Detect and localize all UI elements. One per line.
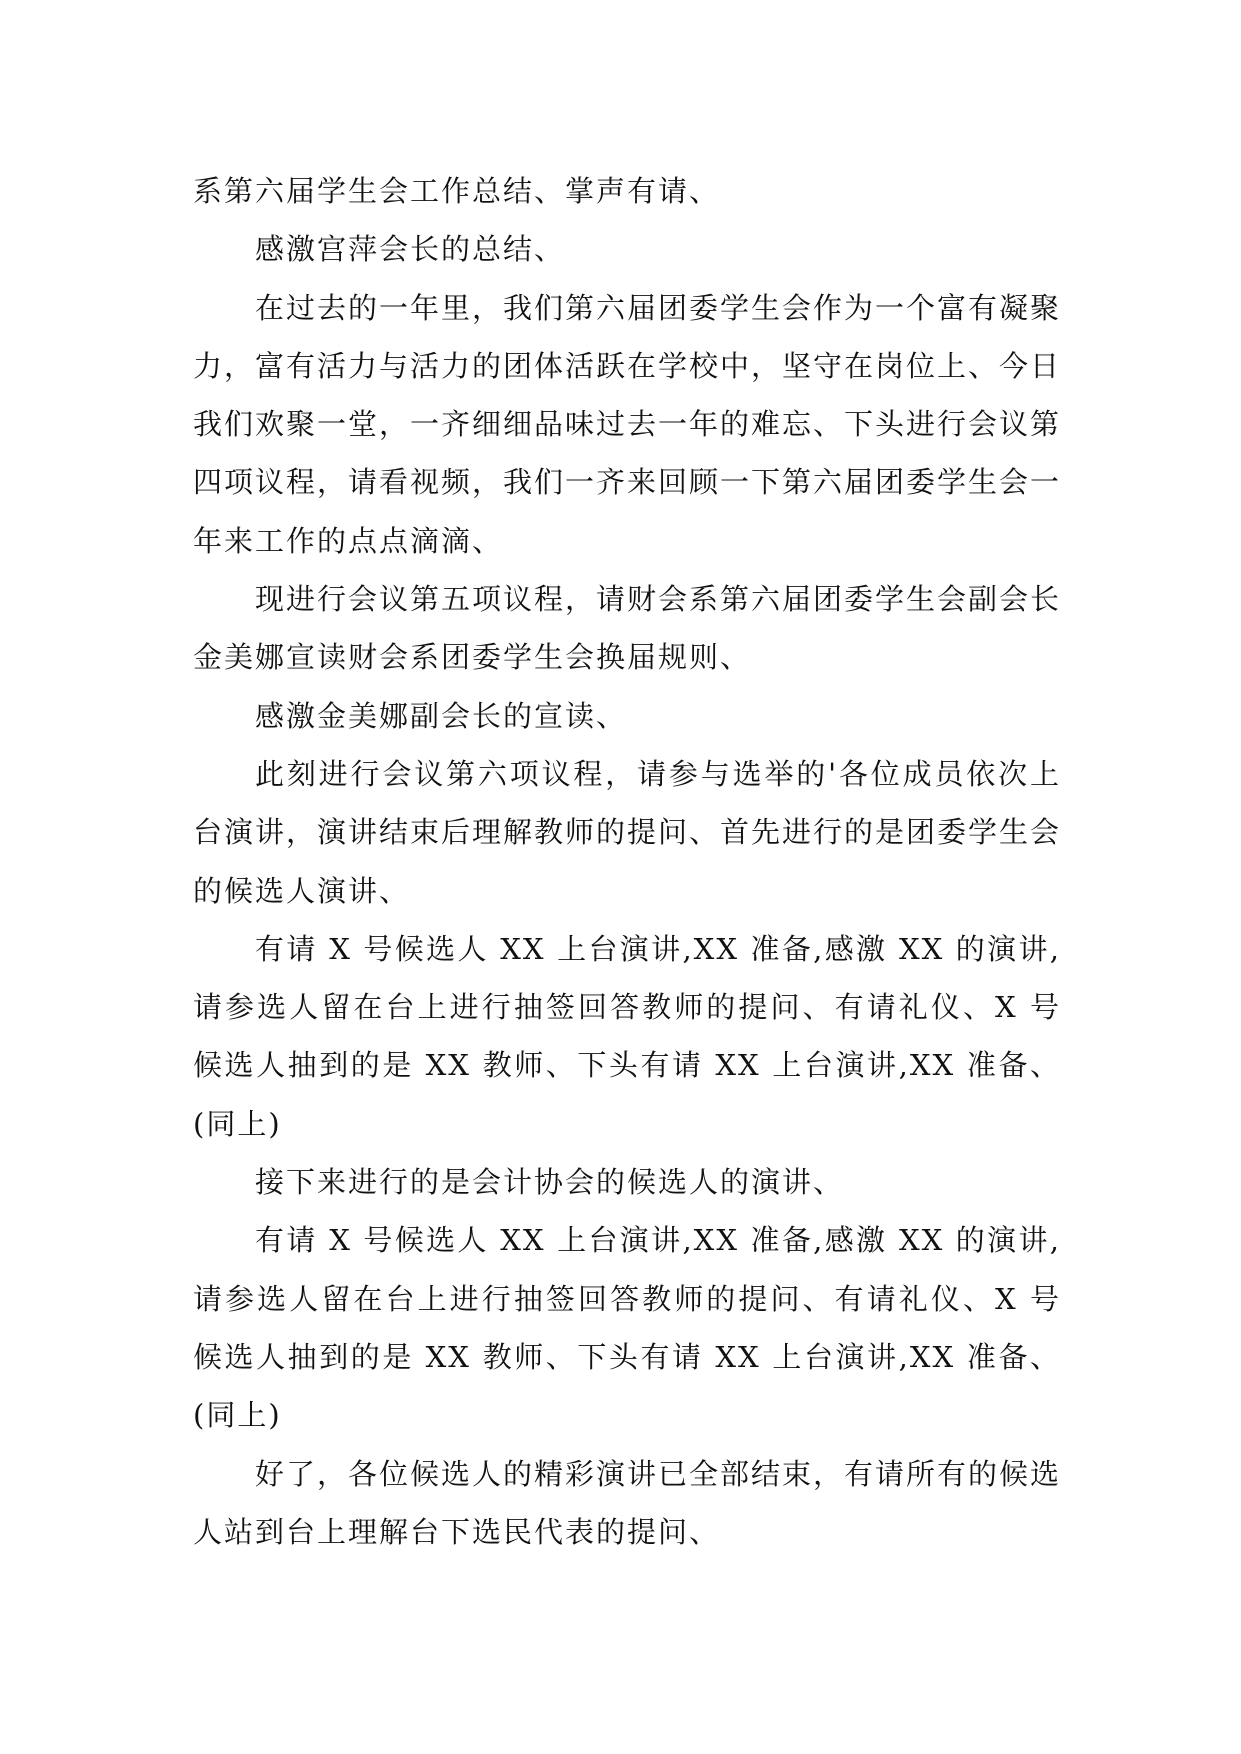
paragraph: 此刻进行会议第六项议程，请参与选举的'各位成员依次上台演讲，演讲结束后理解教师的提问、首先进行的是团委学生会的候选人演讲、 — [193, 756, 1062, 908]
paragraph: 现进行会议第五项议程，请财会系第六届团委学生会副会长金美娜宣读财会系团委学生会换届规则、 — [193, 582, 1062, 675]
paragraph: 接下来进行的是会计协会的候选人的演讲、 — [255, 1165, 845, 1200]
paragraph: 好了，各位候选人的精彩演讲已全部结束，有请所有的候选人站到台上理解台下选民代表的提问、 — [193, 1456, 1062, 1549]
document-body — [193, 162, 1061, 1561]
paragraph: 有请 X 号候选人 XX 上台演讲,XX 准备,感激 XX 的演讲,请参选人留在台上进行抽签回答教师的提问、有请礼仪、X 号候选人抽到的是 XX 教师、下头有请 XX 上台演讲,XX 准备、(同上) — [193, 931, 1061, 1141]
paragraph: 在过去的一年里，我们第六届团委学生会作为一个富有凝聚力，富有活力与活力的团体活跃在学校中，坚守在岗位上、今日我们欢聚一堂，一齐细细品味过去一年的难忘、下头进行会议第四项议程，请看视频，我们一齐来回顾一下第六届团委学生会一年来工作的点点滴滴、 — [193, 290, 1062, 558]
paragraph: 系第六届学生会工作总结、掌声有请、 — [193, 174, 721, 208]
paragraph: 感激宫萍会长的总结、 — [255, 232, 566, 267]
paragraph: 有请 X 号候选人 XX 上台演讲,XX 准备,感激 XX 的演讲,请参选人留在台上进行抽签回答教师的提问、有请礼仪、X 号候选人抽到的是 XX 教师、下头有请 XX 上台演讲,XX 准备、(同上) — [193, 1223, 1061, 1433]
paragraph: 感激金美娜副会长的宣读、 — [255, 698, 628, 733]
